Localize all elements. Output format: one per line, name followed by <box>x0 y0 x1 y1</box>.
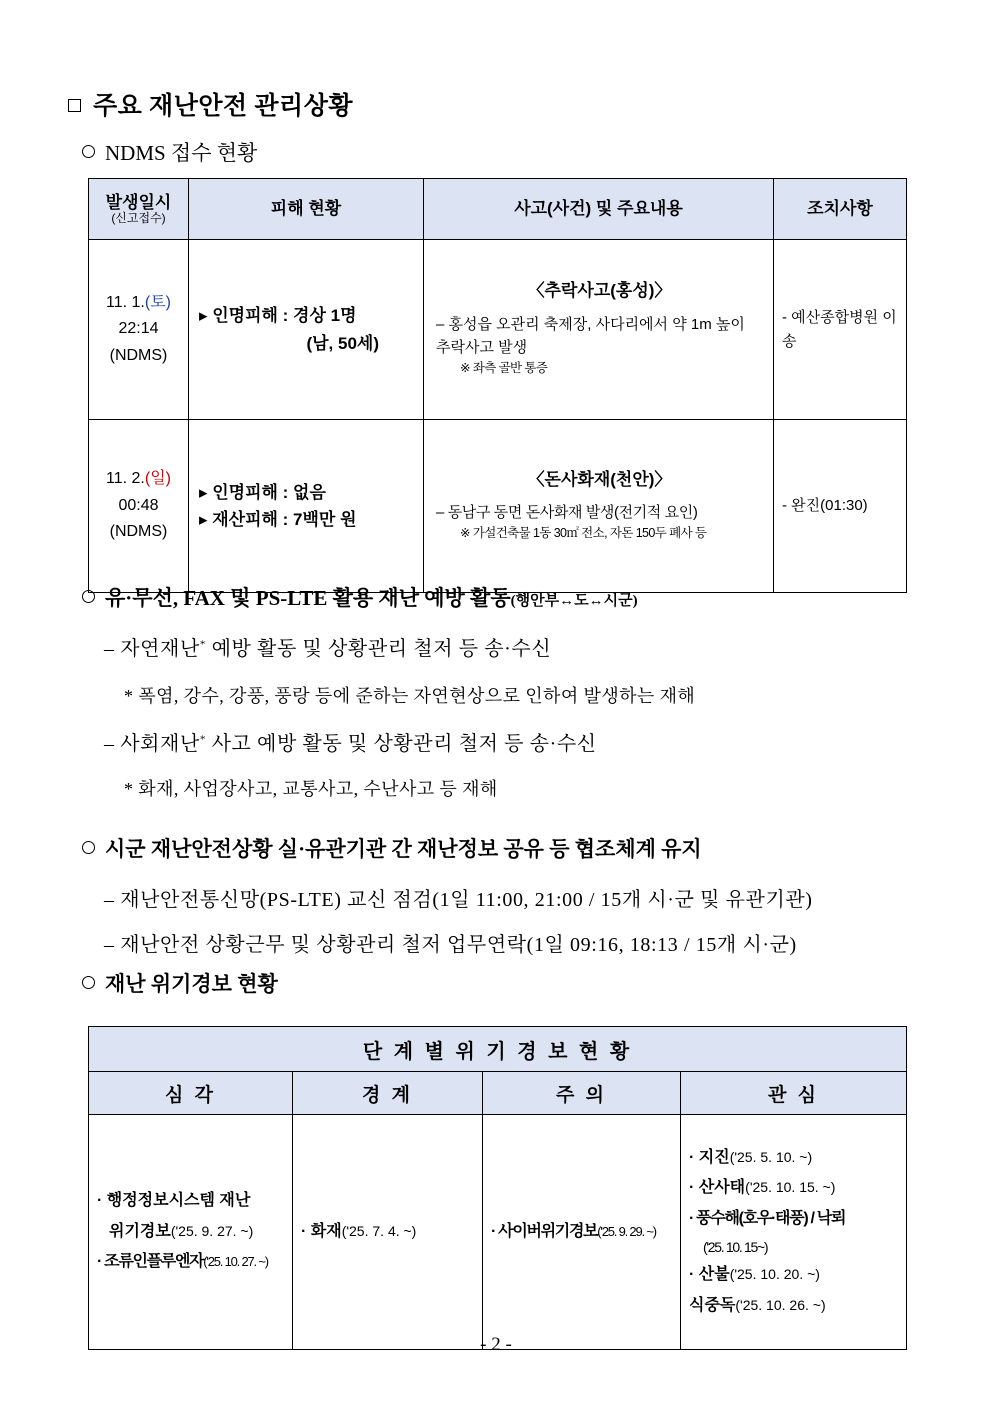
crisis-item-name: · 사이버위기경보 <box>491 1222 598 1240</box>
crisis-item-date: ('25. 9. 29. ~) <box>597 1223 656 1239</box>
crisis-item <box>689 1204 898 1261</box>
section-heading-cooperation-text: 시군 재난안전상황 실·유관기관 간 재난정보 공유 등 협조체계 유지 <box>105 837 702 861</box>
prevention-line-2-post: 사고 예방 활동 및 상황관리 철저 등 송·수신 <box>206 733 597 755</box>
crisis-level-attention: 관 심 <box>681 1072 907 1115</box>
crisis-alert-table <box>88 1026 907 1350</box>
crisis-item <box>689 1173 898 1203</box>
prevention-note-2: * 화재, 사업장사고, 교통사고, 수난사고 등 재해 <box>124 779 498 799</box>
section-heading-ndms <box>82 137 257 167</box>
square-bullet-icon <box>68 99 81 112</box>
circle-bullet-icon <box>82 841 95 854</box>
crisis-item-name: · 지진 <box>689 1148 730 1166</box>
col-header-damage: 피해 현황 <box>189 179 424 240</box>
crisis-table-caption: 단 계 별 위 기 경 보 현 황 <box>89 1027 907 1072</box>
crisis-item-date: ('25. 5. 10. ~) <box>729 1148 813 1165</box>
crisis-item <box>97 1186 284 1216</box>
crisis-item-date: ('25. 10. 26. ~) <box>735 1296 826 1313</box>
cell-date <box>89 420 189 593</box>
prevention-heading-paren: (행안부↔도↔시군) <box>510 593 638 609</box>
crisis-item-date: ('25. 7. 4. ~) <box>341 1222 417 1239</box>
crisis-item-name-2: 위기경보 <box>109 1222 171 1240</box>
date-day: 11. 1. <box>106 293 145 311</box>
cell-action: - 예산종합병원 이 송 <box>774 240 907 420</box>
prevention-line-1-sup: * <box>199 638 206 651</box>
crisis-body-row <box>89 1115 907 1350</box>
cooperation-line-2: – 재난안전 상황근무 및 상황관리 철저 업무연락(1일 09:16, 18:13 / 15개 시·군) <box>104 934 797 956</box>
page-footer: - 2 - <box>480 1334 512 1355</box>
col-header-date <box>89 179 189 240</box>
date-source: (NDMS) <box>109 346 168 364</box>
section-heading-prevention <box>82 582 638 612</box>
crisis-level-warning: 경 계 <box>293 1072 483 1115</box>
prevention-line-2-pre: – 사회재난 <box>104 733 200 755</box>
section-heading-prevention-text <box>105 582 638 612</box>
prevention-heading-main: 유·무선, FAX 및 PS-LTE 활용 재난 예방 활동 <box>105 586 511 610</box>
crisis-item <box>301 1217 474 1247</box>
detail-note: ※ 좌측 골반 통증 <box>460 361 548 376</box>
date-weekday: (토) <box>144 293 171 311</box>
cell-damage <box>189 240 424 420</box>
col-header-date-text: 발생일시 <box>105 192 172 212</box>
date-time: 00:48 <box>118 496 159 514</box>
detail-note: ※ 가설건축물 1동 30㎡ 전소, 자돈 150두 폐사 등 <box>460 526 707 541</box>
cell-detail <box>424 420 774 593</box>
ndms-table <box>88 178 907 593</box>
crisis-cell-severe <box>89 1115 293 1350</box>
crisis-cell-warning <box>293 1115 483 1350</box>
crisis-item-cont <box>97 1217 284 1247</box>
cell-detail <box>424 240 774 420</box>
prevention-note-1: * 폭염, 강수, 강풍, 풍랑 등에 준하는 자연현상으로 인하여 발생하는 재해 <box>124 686 696 706</box>
table-row <box>89 240 907 420</box>
table-row <box>89 420 907 593</box>
col-header-action: 조치사항 <box>774 179 907 240</box>
crisis-item-name: · 조류인플루엔자 <box>97 1253 204 1271</box>
crisis-item-name: · 산사태 <box>689 1179 746 1197</box>
crisis-item-name: · 산불 <box>689 1266 730 1284</box>
prevention-line-2 <box>104 727 597 756</box>
damage-line-2: (남, 50세) <box>306 333 379 353</box>
crisis-item-date: ('25. 10. 20. ~) <box>729 1266 820 1283</box>
circle-bullet-icon <box>82 145 95 158</box>
section-heading-crisis <box>82 968 278 998</box>
crisis-item <box>689 1143 898 1173</box>
crisis-item-date: ('25. 10. 15~) <box>703 1238 768 1255</box>
crisis-level-caution: 주 의 <box>483 1072 681 1115</box>
detail-title: 〈추락사고(홍성)〉 <box>527 281 672 301</box>
crisis-item-date: ('25. 9. 27. ~) <box>170 1222 254 1239</box>
prevention-line-1 <box>104 632 551 661</box>
crisis-item <box>689 1260 898 1290</box>
damage-line-2: ▸ 재산피해 : 7백만 원 <box>199 510 357 529</box>
prevention-line-1-post: 예방 활동 및 상황관리 철저 등 송·수신 <box>206 638 552 660</box>
page-title <box>68 86 353 122</box>
circle-bullet-icon <box>82 976 95 989</box>
cell-action: - 완진(01:30) <box>774 420 907 593</box>
page-title-text: 주요 재난안전 관리상황 <box>93 93 354 120</box>
crisis-item-date: ('25. 10. 27. ~) <box>203 1254 268 1270</box>
damage-line-1: ▸ 인명피해 : 경상 1명 <box>199 306 357 326</box>
crisis-level-row <box>89 1072 907 1115</box>
col-header-detail: 사고(사건) 및 주요내용 <box>424 179 774 240</box>
crisis-caption-row <box>89 1027 907 1072</box>
detail-title: 〈돈사화재(천안)〉 <box>527 469 672 489</box>
prevention-line-1-pre: – 자연재난 <box>104 638 200 660</box>
cooperation-line-1: – 재난안전통신망(PS-LTE) 교신 점검(1일 11:00, 21:00 / 15개 시·군 및 유관기관) <box>104 889 813 911</box>
cell-damage <box>189 420 424 593</box>
crisis-item <box>491 1217 672 1247</box>
table-header-row <box>89 179 907 240</box>
date-time: 22:14 <box>118 320 159 338</box>
crisis-item-name: · 풍수해(호우·태풍) / 낙뢰 <box>689 1209 846 1227</box>
damage-line-1: ▸ 인명피해 : 없음 <box>199 482 326 502</box>
section-heading-crisis-text: 재난 위기경보 현황 <box>105 972 278 996</box>
crisis-item-name: · 행정정보시스템 재난 <box>97 1192 251 1210</box>
crisis-item-name: 식중독 <box>689 1296 736 1314</box>
date-day: 11. 2. <box>106 470 145 488</box>
col-header-date-sub: (신고접수) <box>111 210 166 225</box>
crisis-cell-attention <box>681 1115 907 1350</box>
section-heading-ndms-text: NDMS 접수 현황 <box>105 141 258 165</box>
section-heading-cooperation <box>82 833 702 863</box>
crisis-level-severe: 심 각 <box>89 1072 293 1115</box>
crisis-item-date: ('25. 10. 15. ~) <box>745 1179 836 1196</box>
crisis-item-name: · 화재 <box>301 1222 342 1240</box>
date-source: (NDMS) <box>109 523 168 541</box>
crisis-item <box>97 1247 284 1277</box>
detail-body: – 동남구 동면 돈사화재 발생(전기적 요인) <box>436 503 698 521</box>
crisis-item <box>689 1291 898 1321</box>
detail-body: – 홍성읍 오관리 축제장, 사다리에서 약 1m 높이 추락사고 발생 <box>436 315 745 356</box>
cell-date <box>89 240 189 420</box>
crisis-cell-caution <box>483 1115 681 1350</box>
circle-bullet-icon <box>82 590 95 603</box>
prevention-line-2-sup: * <box>199 733 206 746</box>
date-weekday: (일) <box>144 470 171 488</box>
